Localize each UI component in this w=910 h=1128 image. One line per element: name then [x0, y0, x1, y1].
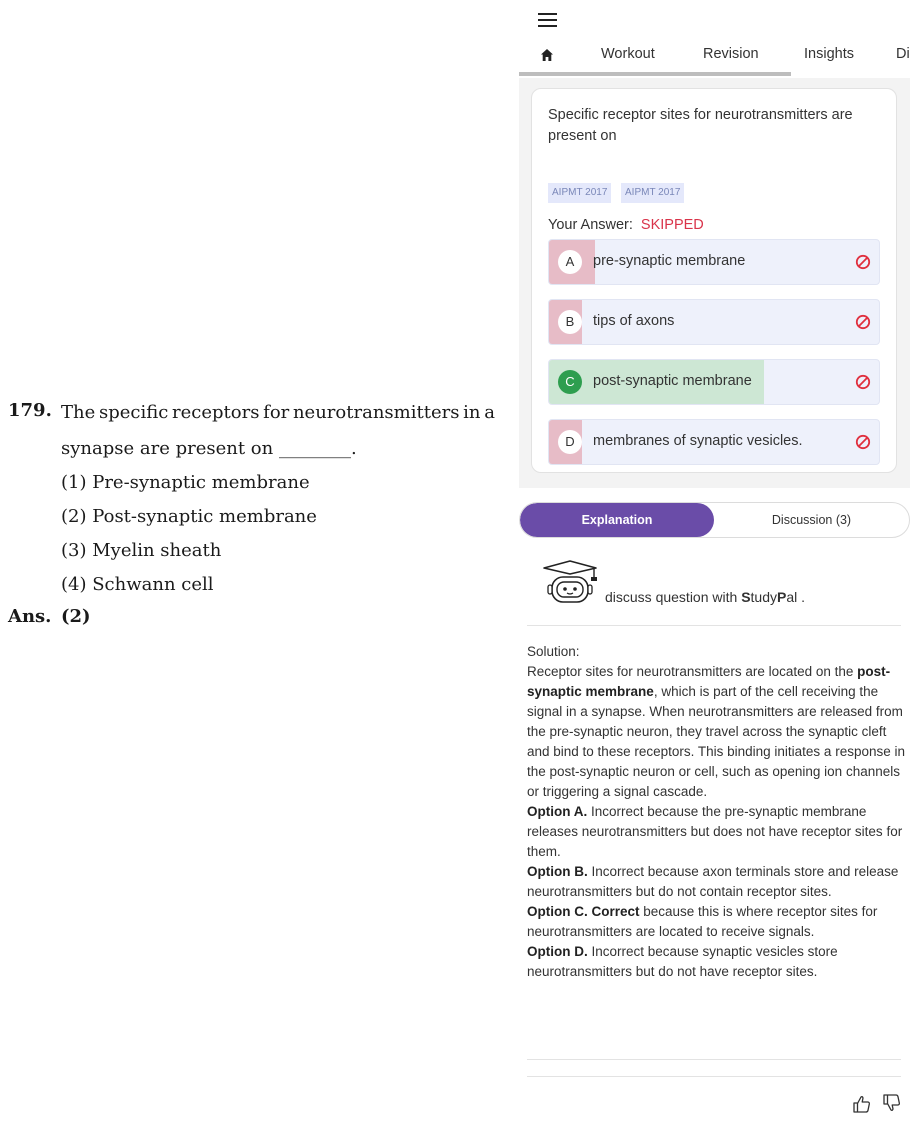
option-letter: C	[558, 370, 582, 394]
discussion-tab[interactable]: Discussion (3)	[771, 513, 852, 527]
tab-insights[interactable]: Insights	[804, 46, 854, 62]
robot-icon[interactable]	[541, 560, 599, 606]
tab-underline	[519, 72, 791, 76]
block-icon	[855, 374, 871, 390]
question-number: 179.	[8, 400, 52, 421]
option-letter: D	[558, 430, 582, 454]
tab-workout[interactable]: Workout	[601, 46, 655, 62]
question-word: a	[484, 402, 495, 423]
question-word: in	[463, 402, 481, 423]
option-a[interactable]	[548, 239, 880, 285]
divider	[527, 1059, 901, 1060]
exam-tag: AIPMT 2017	[548, 183, 611, 203]
option-text: membranes of synaptic vesicles.	[593, 433, 803, 449]
explanation-discussion-toggle	[519, 502, 910, 538]
question-line-2: synapse are present on ________.	[61, 438, 357, 459]
question-word: receptors	[172, 402, 260, 423]
your-answer	[548, 217, 704, 233]
printed-option-1: (1) Pre-synaptic membrane	[61, 472, 310, 493]
solution-option-c: Option C. Correct because this is where receptor sites for neurotransmitters are located to receive signals.	[527, 904, 878, 939]
solution-block	[527, 642, 905, 982]
question-line-1	[61, 402, 495, 423]
studypal-link[interactable]: discuss question with StudyPal .	[605, 589, 806, 605]
question-word: The	[61, 402, 96, 423]
solution-option-a: Option A. Incorrect because the pre-synaptic membrane releases neurotransmitters but does not have receptor sites for them.	[527, 804, 903, 859]
solution-intro: Receptor sites for neurotransmitters are located on the post-synaptic membrane, which is part of the cell receiving the signal in a synapse. When neurotransmitters are released from the pre-synaptic neuron, they travel across the synaptic cleft and bind to these receptors. This binding initiates a response in the post-synaptic neuron or cell, such as opening ion channels or triggering a signal cascade.	[527, 664, 905, 799]
printed-option-3: (3) Myelin sheath	[61, 540, 222, 561]
question-word: for	[263, 402, 290, 423]
block-icon	[855, 434, 871, 450]
option-text: post-synaptic membrane	[593, 373, 752, 389]
question-word: specific	[98, 402, 169, 423]
option-letter: B	[558, 310, 582, 334]
explanation-tab[interactable]: Explanation	[520, 503, 714, 537]
your-answer-value: SKIPPED	[640, 217, 704, 233]
exam-tag: AIPMT 2017	[621, 183, 684, 203]
home-icon[interactable]	[540, 48, 554, 62]
answer-label: Ans.	[8, 606, 52, 627]
answer-value: (2)	[61, 606, 91, 627]
thumbs-down-icon[interactable]	[882, 1093, 902, 1113]
option-b[interactable]	[548, 299, 880, 345]
printed-option-2: (2) Post-synaptic membrane	[61, 506, 317, 527]
your-answer-label: Your Answer:	[548, 217, 633, 233]
option-text: tips of axons	[593, 313, 675, 329]
solution-option-b: Option B. Incorrect because axon terminals store and release neurotransmitters but do not contain receptor sites.	[527, 864, 899, 899]
question-card-area	[519, 78, 910, 488]
printed-option-4: (4) Schwann cell	[61, 574, 214, 595]
option-text: pre-synaptic membrane	[593, 253, 746, 269]
tab-di[interactable]: Di	[896, 46, 910, 62]
solution-option-d: Option D. Incorrect because synaptic vesicles store neurotransmitters but do not have receptor sites.	[527, 944, 838, 979]
divider	[527, 1076, 901, 1077]
app-panel	[519, 0, 910, 1128]
tab-bar	[519, 40, 910, 76]
question-text: Specific receptor sites for neurotransmitters are present on	[548, 107, 853, 144]
question-card	[531, 88, 897, 473]
option-c[interactable]	[548, 359, 880, 405]
block-icon	[855, 254, 871, 270]
divider	[527, 625, 901, 626]
block-icon	[855, 314, 871, 330]
menu-icon[interactable]	[538, 13, 557, 27]
tab-revision[interactable]: Revision	[703, 46, 759, 62]
option-letter: A	[558, 250, 582, 274]
thumbs-up-icon[interactable]	[852, 1094, 872, 1114]
option-d[interactable]	[548, 419, 880, 465]
solution-heading: Solution:	[527, 644, 580, 659]
question-word: neurotransmitters	[292, 402, 460, 423]
